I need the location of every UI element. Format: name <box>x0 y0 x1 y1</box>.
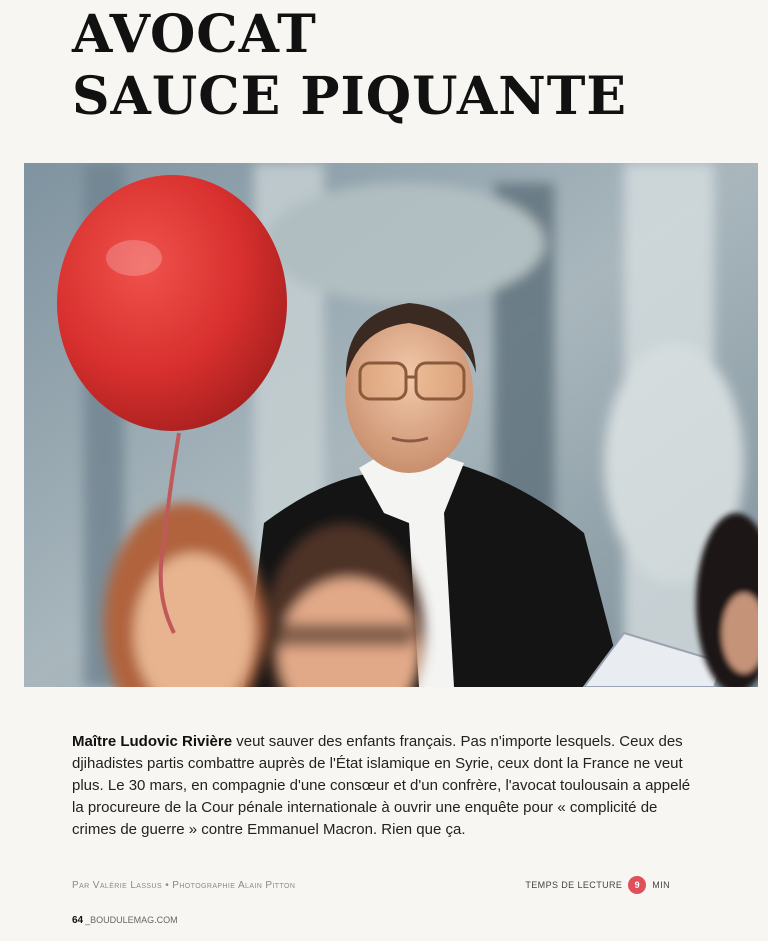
page-footer <box>72 915 178 926</box>
page-number: 64 <box>72 915 84 926</box>
headline-line-1: AVOCAT <box>72 4 317 65</box>
reading-time-label: TEMPS DE LECTURE <box>525 880 623 890</box>
byline: Par Valérie Lassus • Photographie Alain Pitton <box>72 880 296 891</box>
reading-time-badge: 9 <box>628 876 646 894</box>
footer-site: _BOUDULEMAG.COM <box>85 915 178 925</box>
article-headline <box>72 4 627 128</box>
article-lede <box>72 731 692 841</box>
lede-text: veut sauver des enfants français. Pas n'importe lesquels. Ceux des djihadistes partis combattre auprès de l'État islamique en Syrie, ceux dont la France ne veut plus. Le 30 mars, en compagnie d'une consœur et d'un confrère, l'avocat toulousain a appelé la procureure de la Cour pénale internationale à ouvrir une enquête pour « complicité de crimes de guerre » contre Emmanuel Macron. Rien que ça. <box>72 733 691 838</box>
lede-name: Maître Ludovic Rivière <box>72 733 233 750</box>
reading-time <box>525 876 670 894</box>
lead-photo <box>24 163 758 687</box>
reading-time-unit: MIN <box>652 880 670 890</box>
headline-line-2: SAUCE PIQUANTE <box>72 66 628 127</box>
